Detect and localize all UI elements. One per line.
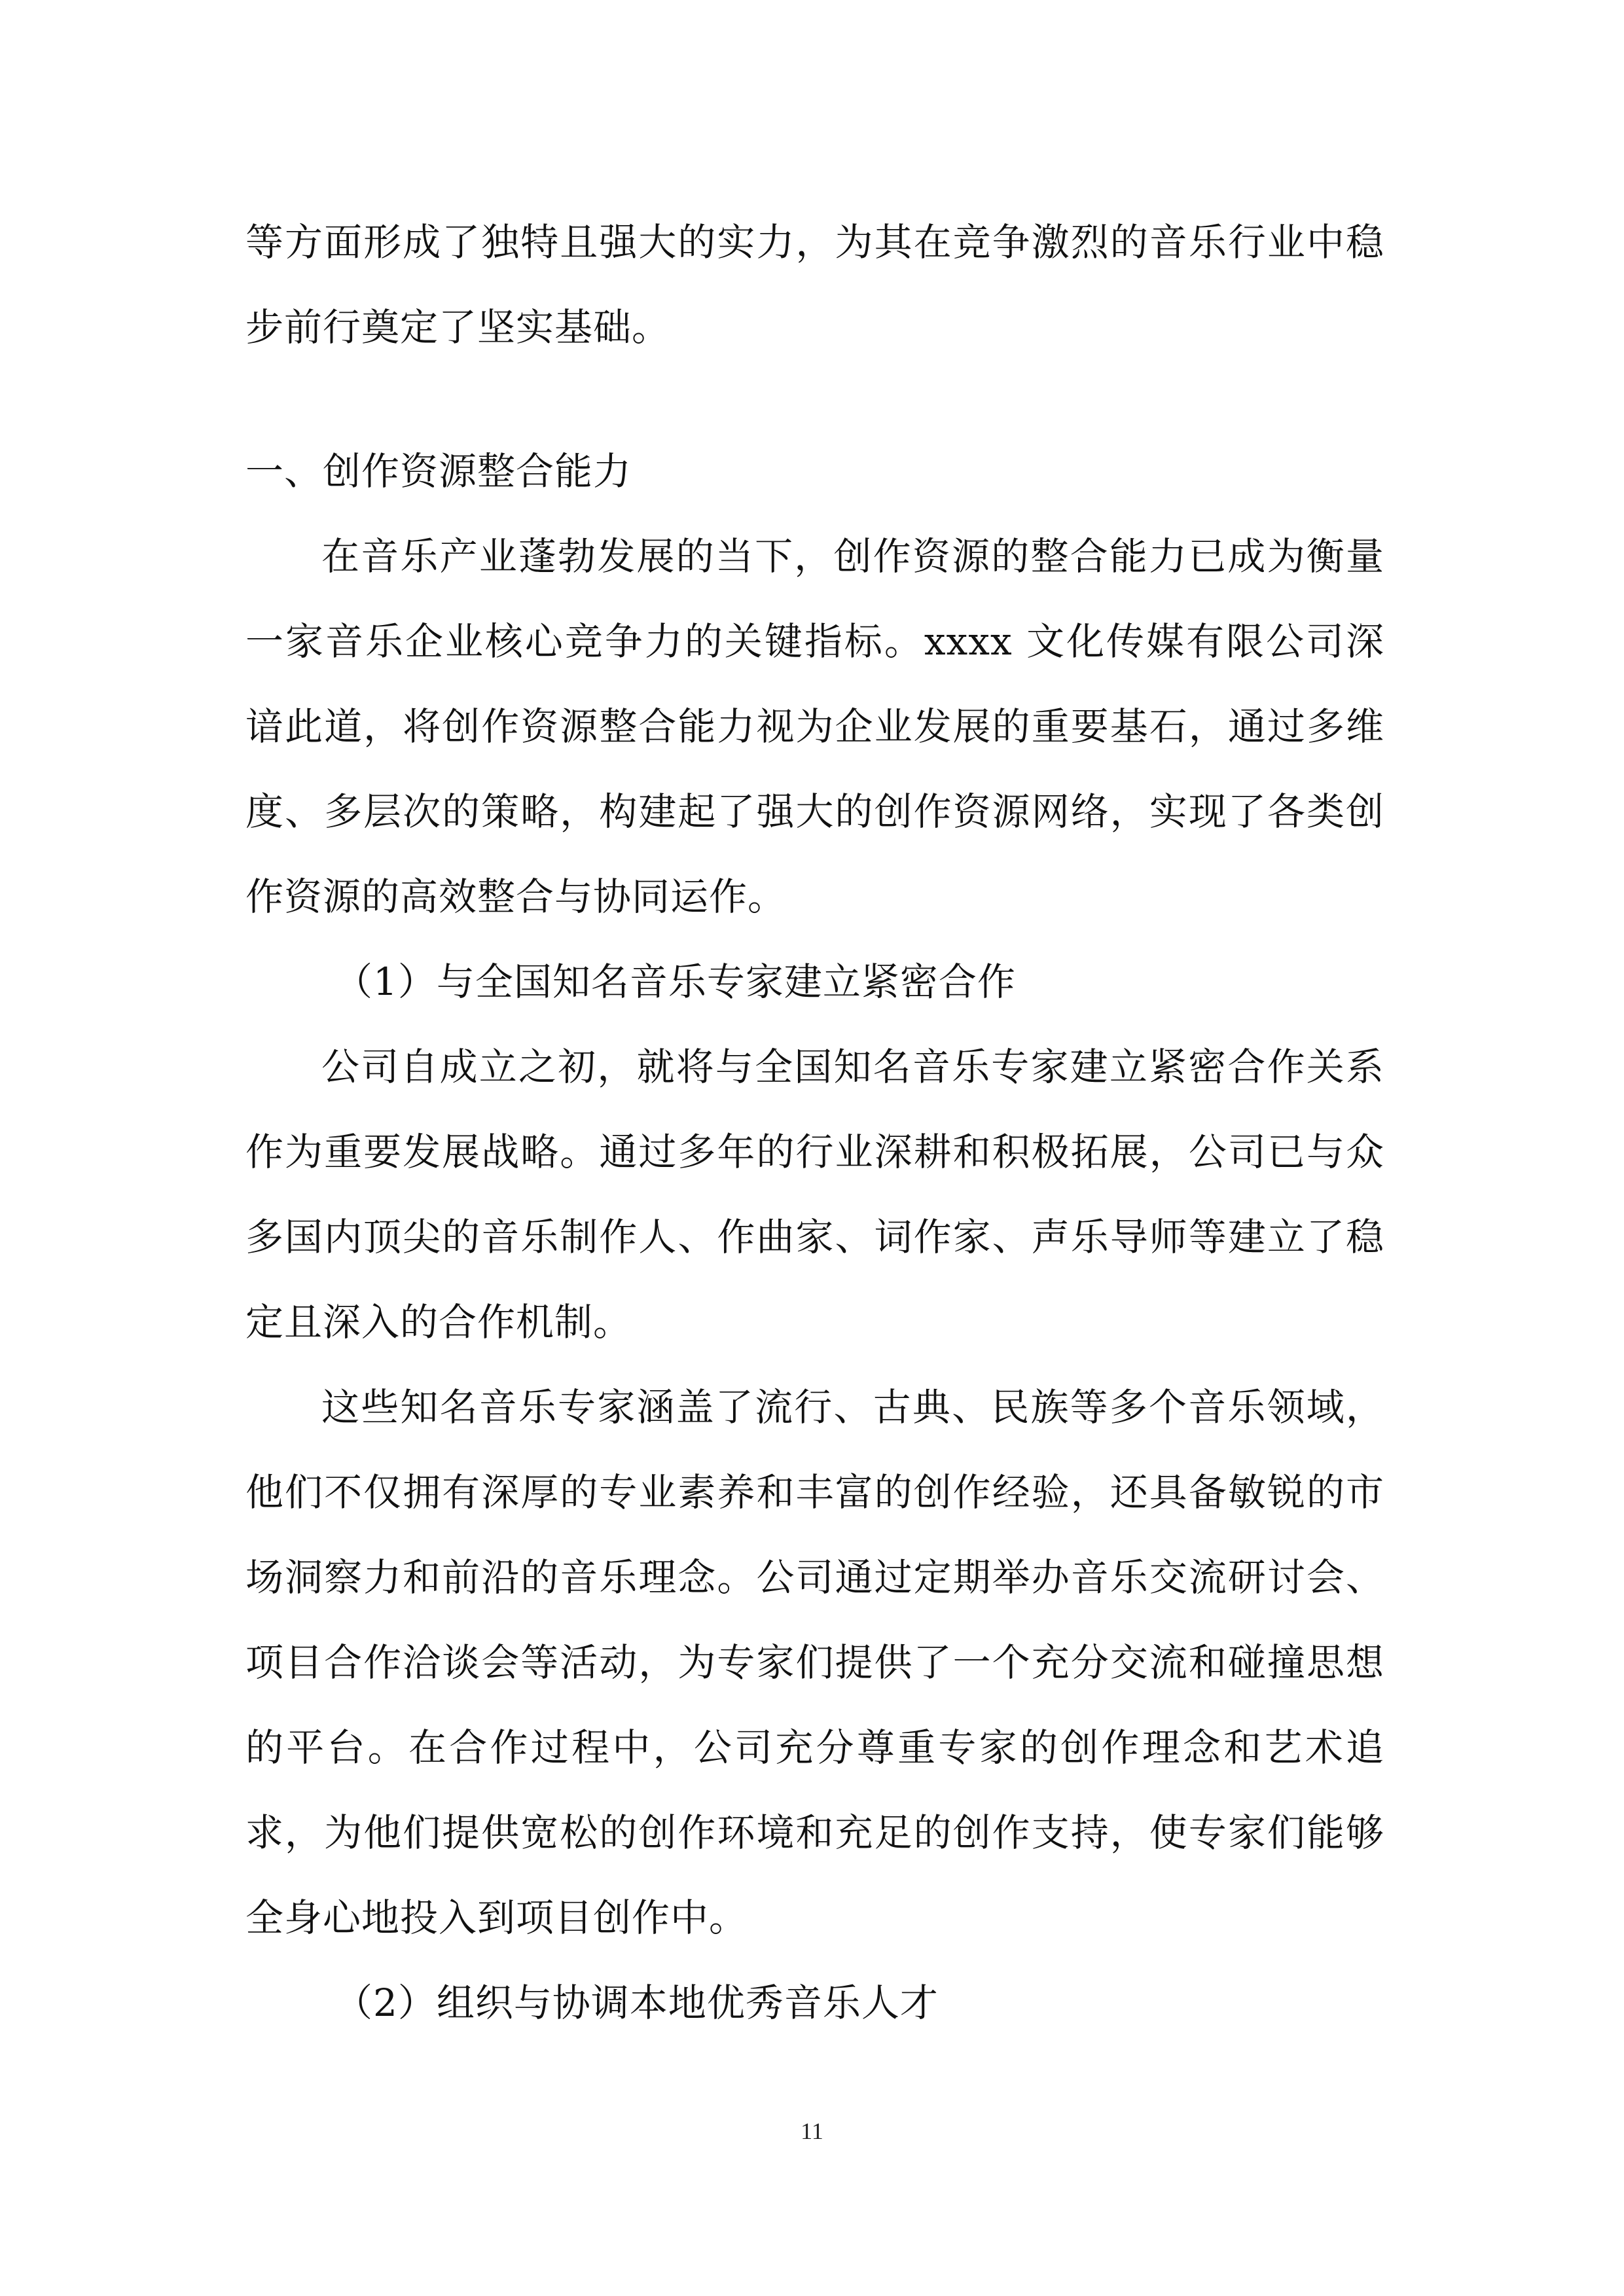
section-heading: 一、创作资源整合能力: [245, 449, 632, 493]
sub1-paragraph-2: 这些知名音乐专家涵盖了流行、古典、民族等多个音乐领域，他们不仅拥有深厚的专业素养和丰富的创作经验，还具备敏锐的市场洞察力和前沿的音乐理念。公司通过定期举办音乐交流研讨会、项目合作洽谈会等活动，为专家们提供了一个充分交流和碰撞思想的平台。在合作过程中，公司充分尊重专家的创作理念和艺术追求，为他们提供宽松的创作环境和充足的创作支持，使专家们能够全身心地投入到项目创作中。: [245, 1385, 1384, 1940]
page-body: [245, 200, 1384, 2045]
sub-heading-2: （2）组织与协调本地优秀音乐人才: [334, 1981, 939, 2025]
page-number: 11: [801, 2118, 823, 2144]
section-intro-paragraph: 在音乐产业蓬勃发展的当下，创作资源的整合能力已成为衡量一家音乐企业核心竞争力的关键指标。xxxx 文化传媒有限公司深谙此道，将创作资源整合能力视为企业发展的重要基石，通过多维度、多层次的策略，构建起了强大的创作资源网络，实现了各类创作资源的高效整合与协同运作。: [245, 534, 1384, 919]
sub1-paragraph-1: 公司自成立之初，就将与全国知名音乐专家建立紧密合作关系作为重要发展战略。通过多年的行业深耕和积极拓展，公司已与众多国内顶尖的音乐制作人、作曲家、词作家、声乐导师等建立了稳定且深入的合作机制。: [245, 1045, 1384, 1344]
paragraph-gap: [245, 370, 1384, 429]
intro-continuation-paragraph: 等方面形成了独特且强大的实力，为其在竞争激烈的音乐行业中稳步前行奠定了坚实基础。: [245, 220, 1384, 350]
sub-heading-1: （1）与全国知名音乐专家建立紧密合作: [334, 960, 1016, 1004]
